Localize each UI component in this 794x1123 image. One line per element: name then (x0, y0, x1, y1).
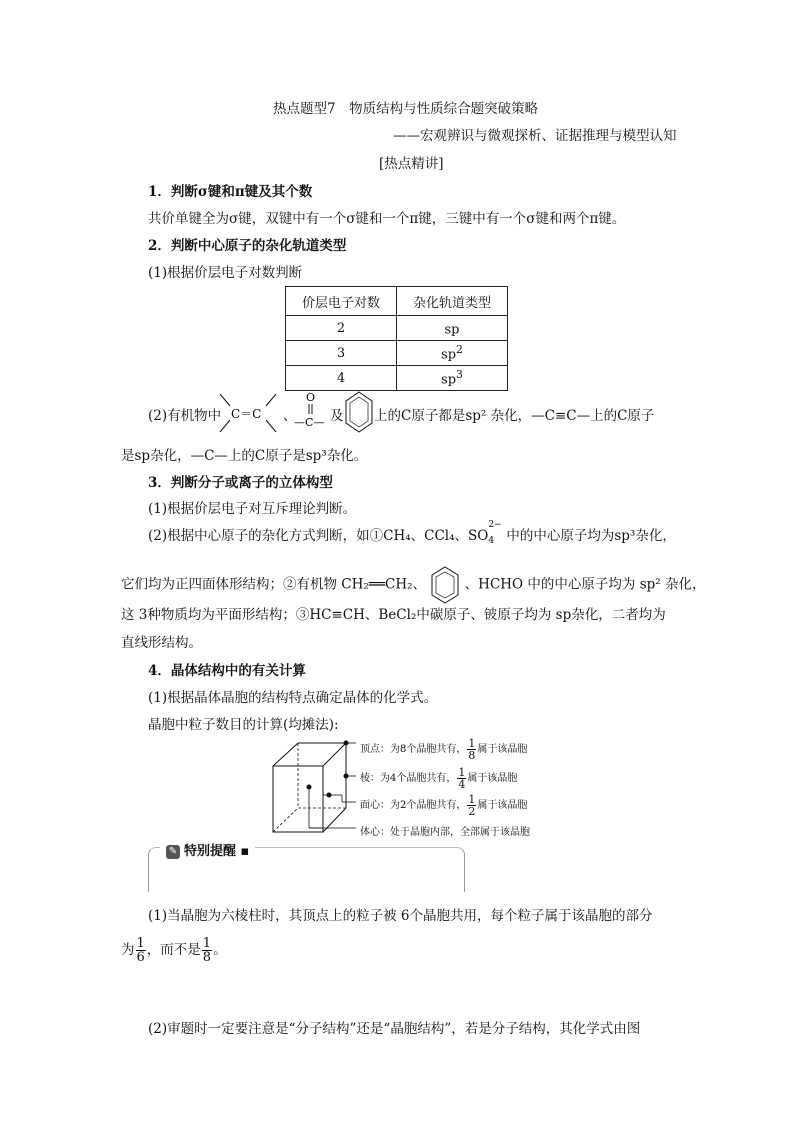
note-p2 (121, 937, 227, 964)
sec3-p2 (148, 520, 676, 546)
sec2-p2-body: 上的C原子都是sp² 杂化，—C≡C—上的C原子 (374, 408, 655, 424)
table-row (286, 341, 508, 366)
alkene-label: C＝C (231, 407, 262, 421)
fraction-one-sixth (136, 937, 146, 964)
note-p3: (2)审题时一定要注意是“分子结构”还是“晶胞结构”，若是分子结构，其化学式由图 (148, 1021, 641, 1037)
edge-label (360, 767, 517, 790)
sec4-p1: (1)根据晶体晶胞的结构特点确定晶体的化学式。 (148, 690, 438, 706)
table-header-row (286, 287, 508, 316)
edge-fraction (457, 767, 466, 790)
sec3-p2-b: 中的中心原子均为sp³杂化， (506, 528, 676, 544)
fraction-denominator: 8 (468, 749, 476, 762)
table-cell: 2 (286, 316, 397, 341)
sec4-p2: 晶胞中粒子数目的计算(均摊法): (148, 717, 339, 733)
carbonyl-structure-icon (292, 390, 332, 434)
hybrid-sup: 3 (456, 368, 463, 382)
hybridization-table (285, 286, 508, 391)
sec2-heading: 2．判断中心原子的杂化轨道类型 (148, 238, 347, 254)
sulfate-charge: 2− (488, 520, 502, 530)
sec2-p2-prefix: (2)有机物中 (148, 408, 222, 424)
fraction-denominator: 6 (136, 950, 145, 965)
table-row (286, 366, 508, 391)
sec1-heading: 1．判断σ键和π键及其个数 (148, 184, 313, 200)
sec3-p5: 直线形结构。 (121, 635, 202, 651)
page-subtitle: ——宏观辨识与微观探析、证据推理与模型认知 (393, 128, 677, 144)
face-text-tail: 属于该晶胞 (477, 800, 528, 811)
sulfate-subscript: 4 (488, 536, 495, 546)
vertex-fraction (467, 738, 476, 761)
table-header-cell: 杂化轨道类型 (397, 287, 508, 316)
table-row (286, 316, 508, 341)
table-cell: 4 (286, 366, 397, 391)
table-cell (397, 316, 508, 341)
sec3-p3-b: 、HCHO 中的中心原子均为 sp² 杂化， (464, 576, 706, 593)
fraction-numerator: 1 (136, 936, 145, 951)
vertex-text-tail: 属于该晶胞 (477, 744, 528, 755)
face-fraction (467, 794, 476, 817)
edge-text-tail: 属于该晶胞 (467, 773, 518, 784)
fraction-denominator: 2 (468, 805, 476, 818)
edge-text: 棱：为4个晶胞共有， (360, 773, 457, 784)
note-p2-b: ，而不是 (146, 942, 201, 958)
body-center-label: 体心：处于晶胞内部，全部属于该晶胞 (360, 827, 530, 838)
table-cell (397, 366, 508, 391)
note-title-text: 特别提醒 (184, 844, 237, 859)
sec3-p2-a: (2)根据中心原子的杂化方式判断，如①CH₄、CCl₄、SO (148, 528, 489, 544)
unit-cell-diagram (268, 738, 358, 838)
note-p2-a: 为 (121, 942, 135, 958)
sec2-p1: (1)根据价层电子对数判断 (148, 265, 303, 281)
fraction-one-eighth (202, 937, 212, 964)
section-tag: [热点精讲] (379, 156, 444, 172)
pencil-icon: ✎ (166, 845, 180, 859)
benzene-ring-icon (344, 390, 374, 434)
vertex-text: 顶点：为8个晶胞共有， (360, 744, 467, 755)
table-cell (397, 341, 508, 366)
hybrid-type: sp (444, 322, 460, 338)
carbonyl-oxygen: O (306, 391, 316, 404)
vertex-label (360, 738, 527, 761)
alkene-structure-icon (218, 390, 280, 436)
sec3-p1: (1)根据价层电子对互斥理论判断。 (148, 501, 357, 517)
benzene-ring-icon (430, 565, 460, 605)
note-p1: (1)当晶胞为六棱柱时，其顶点上的粒子被 6个晶胞共用，每个粒子属于该晶胞的部分 (148, 908, 653, 924)
fraction-numerator: 1 (202, 936, 212, 951)
fraction-numerator: 1 (458, 766, 466, 779)
page-title: 热点题型7 物质结构与性质综合题突破策略 (273, 101, 539, 117)
fraction-denominator: 4 (458, 778, 466, 791)
hybrid-type: sp (441, 372, 457, 388)
sec3-p3-a: 它们均为正四面体形结构；②有机物 CH₂══CH₂、 (121, 576, 427, 593)
sec4-heading: 4．晶体结构中的有关计算 (148, 663, 306, 679)
fraction-denominator: 8 (202, 950, 212, 965)
fraction-numerator: 1 (468, 737, 476, 750)
hybrid-type: sp (441, 347, 457, 363)
table-cell: 3 (286, 341, 397, 366)
sec2-sep: 、 (283, 408, 297, 424)
sec2-and: 及 (330, 408, 344, 424)
sec3-heading: 3．判断分子或离子的立体构型 (148, 475, 333, 491)
sec1-body: 共价单键全为σ键，双键中有一个σ键和一个π键，三键中有一个σ键和两个π键。 (148, 211, 626, 227)
note-title: ✎ 特别提醒 ▪ (160, 840, 255, 859)
sec3-p4: 这 3种物质均为平面形结构；③HC≡CH、BeCl₂中碳原子、铍原子均为 sp杂化，二者均为 (121, 607, 666, 623)
note-p2-c: 。 (213, 942, 227, 958)
carbonyl-carbon: —C— (294, 416, 325, 429)
fraction-numerator: 1 (468, 793, 476, 806)
face-text: 面心：为2个晶胞共有， (360, 800, 467, 811)
table-header-cell: 价层电子对数 (286, 287, 397, 316)
sec2-p2-tail: 是sp杂化，—C—上的C原子是sp³杂化。 (121, 448, 368, 464)
hybrid-sup: 2 (456, 343, 463, 357)
sec3-p3 (121, 565, 705, 605)
face-label (360, 794, 527, 817)
